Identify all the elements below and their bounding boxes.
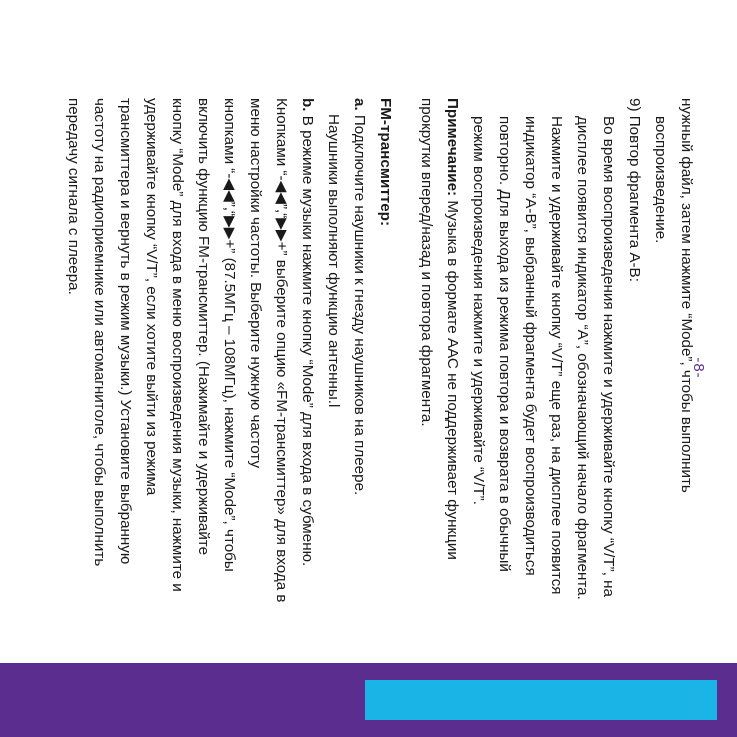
text-line: индикатор “A-B”, выбранный фрагмента будет воспроизводиться xyxy=(522,116,539,576)
text-line: кнопку “Mode” для входа в меню воспроизведения музыки, нажмите и xyxy=(169,98,186,592)
fm-step-a: a. Подключите наушники к гнезду наушников на плеере. xyxy=(351,98,368,496)
text-line: частоту на радиоприемнике или автомагнитоле, чтобы выполнить xyxy=(91,98,108,567)
body-text xyxy=(60,98,699,708)
text-line: меню настройки частоты. Выберите нужную частоту xyxy=(247,98,264,469)
page-number: -8- xyxy=(690,357,707,379)
text-line: удерживайте кнопку “V/T”, если хотите выйти из режима xyxy=(143,98,160,496)
step-b-label: b. xyxy=(299,98,316,112)
text-line: Кнопками “-◀◀”,“▶▶+” выберите опцию «FM-трансмиттер» для входа в xyxy=(273,98,290,603)
text-line: Нажмите и удерживайте кнопку “V/T” еще раз, на дисплее появится xyxy=(548,116,565,595)
fm-heading: FM-трансмиттер: xyxy=(377,98,394,226)
note-line xyxy=(439,98,465,708)
text-line: режим воспроизведения нажмите и удерживайте “V/T”. xyxy=(470,116,487,505)
section-heading-ab-repeat: 9) Повтор фрагмента А-В: xyxy=(626,98,643,282)
text-line: трансмиттера и вернуть в режим музыки.) Установите выбранную xyxy=(117,98,134,565)
note-label: Примечание: xyxy=(444,98,461,197)
text-line: Наушники выполняют функцию антенны.l xyxy=(325,114,342,408)
text-line: Во время воспроизведения нажмите и удерживайте кнопку “V/T”, на xyxy=(600,116,617,597)
text-line: повторно. Для выхода из режима повтора и возврата в обычный xyxy=(496,116,513,572)
text-line: нужный файл, затем нажмите “Mode”, чтобы выполнить xyxy=(678,98,695,493)
text-line: передачу сигнала с плеера. xyxy=(65,98,82,295)
text-line: дисплее появится индикатор “A”, обозначающий начало фрагмента. xyxy=(574,116,591,600)
note-text: Музыка в формате ААС не поддерживает функции xyxy=(444,196,461,560)
text-line: прокрутки вперед/назад и повтора фрагмента. xyxy=(418,98,435,427)
text-line: кнопками “-◀◀”,“▶▶+” (87.5МГц – 108МГц), нажмите “Mode”, чтобы xyxy=(221,98,238,572)
text-line: воспроизведение. xyxy=(652,116,669,244)
step-a-label: a. xyxy=(351,98,368,111)
fm-step-b: b. В режиме музыки нажмите кнопку “Mode” для входа в субменю. xyxy=(299,98,316,567)
text-line: включить функцию FM-трансмиттер. (Нажимайте и удерживайте xyxy=(195,98,212,556)
